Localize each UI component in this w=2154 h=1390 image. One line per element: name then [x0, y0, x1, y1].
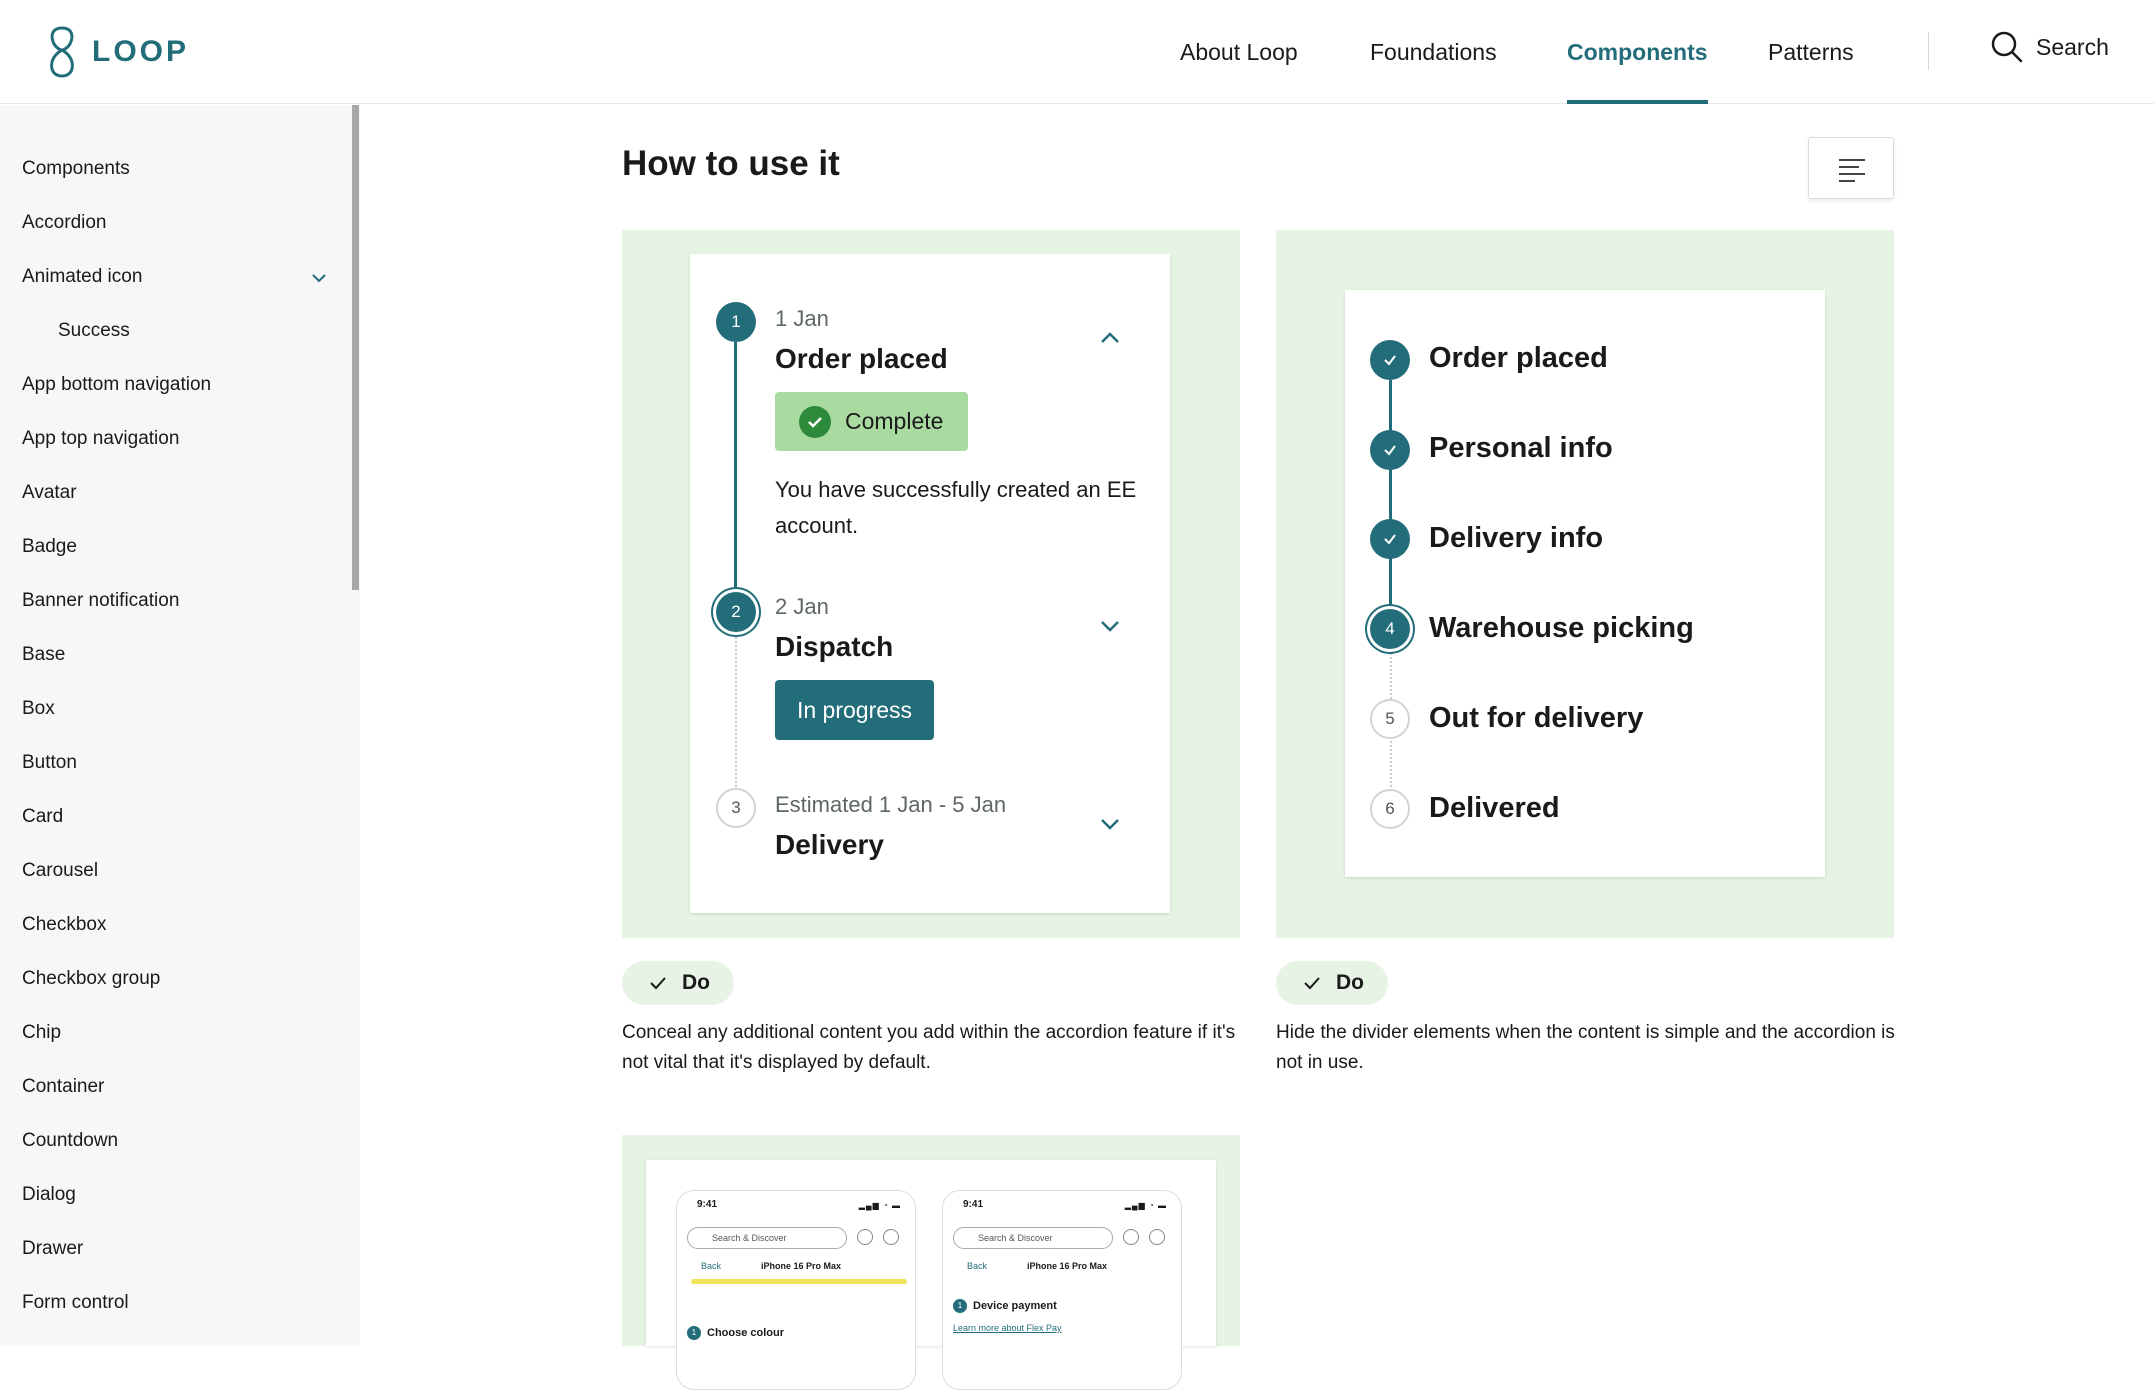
status-badge-in-progress: In progress: [775, 680, 934, 740]
step-title: Personal info: [1429, 432, 1613, 464]
sidebar-item-carousel[interactable]: Carousel: [22, 860, 99, 881]
phone-step-label: Device payment: [973, 1300, 1057, 1312]
step-number: 3: [716, 788, 756, 828]
sidebar-item-dialog[interactable]: Dialog: [22, 1184, 76, 1205]
phone-model-title: iPhone 16 Pro Max: [1027, 1261, 1108, 1271]
phone-step-label: Choose colour: [707, 1327, 785, 1339]
search-button[interactable]: [1990, 30, 2109, 64]
step-number: 5: [1370, 699, 1410, 739]
search-label: Search: [2036, 33, 2109, 60]
phone-back-link: Back: [967, 1261, 988, 1271]
menu-lines-icon: [1809, 138, 1895, 200]
check-icon: [1382, 442, 1398, 458]
sidebar-item-chip[interactable]: Chip: [22, 1022, 62, 1043]
step-title[interactable]: Dispatch: [775, 631, 894, 662]
status-badge-label: Complete: [845, 408, 944, 434]
top-header: [0, 0, 2154, 104]
page-title: How to use it: [622, 144, 840, 183]
phone-search-input: Search & Discover: [953, 1227, 1113, 1249]
check-circle-icon: [799, 406, 831, 438]
phone-step-dot: 1: [687, 1326, 701, 1340]
step-number: 1: [716, 302, 756, 342]
step-connector-dotted: [735, 630, 737, 790]
step-description: You have successfully created an EE account.: [775, 477, 1137, 538]
chevron-up-icon[interactable]: [1098, 326, 1122, 350]
sidebar-item-animated-icon[interactable]: Animated icon: [22, 266, 143, 287]
step-check: [1370, 430, 1410, 470]
globe-icon: [1123, 1229, 1139, 1245]
sidebar-item-drawer[interactable]: Drawer: [22, 1238, 84, 1259]
step-date: 2 Jan: [775, 594, 829, 619]
phone-search-input: Search & Discover: [687, 1227, 847, 1249]
phone-step-dot: 1: [953, 1299, 967, 1313]
table-of-contents-button[interactable]: [1808, 137, 1894, 199]
stepper-card: [1345, 290, 1825, 877]
sidebar-item-badge[interactable]: Badge: [22, 536, 77, 557]
step-number: 6: [1370, 789, 1410, 829]
step-check: [1370, 340, 1410, 380]
sidebar-item-checkbox-group[interactable]: Checkbox group: [22, 968, 161, 989]
step-title[interactable]: Delivery: [775, 829, 884, 860]
phone-learn-more-link: Learn more about Flex Pay: [953, 1323, 1062, 1333]
do-label: Do: [682, 971, 710, 994]
guideline-caption: Conceal any additional content you add within the accordion feature if it's not vital that it's displayed by default.: [622, 1022, 1236, 1073]
check-icon: [1382, 352, 1398, 368]
nav-divider: [1928, 32, 1929, 70]
nav-components[interactable]: Components: [1567, 0, 1708, 104]
phone-time: 9:41: [697, 1199, 718, 1210]
check-icon: [1302, 973, 1322, 993]
phone-status-icons: ▂▄▆ ◔ ▬: [1124, 1201, 1167, 1210]
sidebar-scrollbar[interactable]: [352, 105, 359, 590]
sidebar-item-checkbox[interactable]: Checkbox: [22, 914, 107, 935]
step-number: 2: [716, 592, 756, 632]
status-badge-complete: [775, 392, 968, 451]
sidebar-item-card[interactable]: Card: [22, 806, 64, 827]
loop-logo-icon: [44, 24, 80, 80]
phone-mockup: [942, 1190, 1182, 1390]
step-title: Delivered: [1429, 792, 1560, 824]
sidebar-item-banner-notification[interactable]: Banner notification: [22, 590, 180, 611]
sidebar-item-app-bottom-navigation[interactable]: App bottom navigation: [22, 374, 212, 395]
sidebar-item-avatar[interactable]: Avatar: [22, 482, 77, 503]
nav-patterns[interactable]: Patterns: [1768, 39, 1854, 65]
do-label: Do: [1336, 971, 1364, 994]
sidebar-item-box[interactable]: Box: [22, 698, 55, 719]
guideline-caption: Hide the divider elements when the content is simple and the accordion is not in use.: [1276, 1022, 1895, 1073]
globe-icon: [857, 1229, 873, 1245]
user-icon: [1149, 1229, 1165, 1245]
sidebar-item-form-control[interactable]: Form control: [22, 1292, 129, 1313]
phone-status-icons: ▂▄▆ ◔ ▬: [858, 1201, 901, 1210]
step-number: 4: [1370, 609, 1410, 649]
logo[interactable]: [44, 24, 189, 80]
do-badge: [622, 961, 734, 1005]
step-title: Delivery info: [1429, 522, 1604, 554]
chevron-down-icon[interactable]: [309, 268, 329, 288]
step-title: Warehouse picking: [1429, 612, 1694, 644]
sidebar-item-success[interactable]: Success: [58, 320, 130, 341]
step-title[interactable]: Order placed: [775, 343, 948, 374]
step-check: [1370, 519, 1410, 559]
phone-time: 9:41: [963, 1199, 984, 1210]
check-icon: [1382, 531, 1398, 547]
chevron-down-icon[interactable]: [1098, 812, 1122, 836]
step-connector: [734, 342, 737, 592]
phone-mockup: [676, 1190, 916, 1390]
sidebar-item-button[interactable]: Button: [22, 752, 77, 773]
nav-about-loop[interactable]: About Loop: [1180, 39, 1298, 65]
step-title: Order placed: [1429, 342, 1608, 374]
phone-progress-bar: [691, 1279, 907, 1284]
sidebar-item-base[interactable]: Base: [22, 644, 66, 665]
step-date: Estimated 1 Jan - 5 Jan: [775, 792, 1007, 817]
search-icon: [1990, 30, 2024, 64]
sidebar-item-components[interactable]: Components: [22, 158, 130, 179]
do-badge: [1276, 961, 1388, 1005]
step-date: 1 Jan: [775, 306, 829, 331]
sidebar-item-countdown[interactable]: Countdown: [22, 1130, 119, 1151]
phone-back-link: Back: [701, 1261, 722, 1271]
phone-model-title: iPhone 16 Pro Max: [761, 1261, 842, 1271]
user-icon: [883, 1229, 899, 1245]
sidebar-item-accordion[interactable]: Accordion: [22, 212, 107, 233]
sidebar-item-app-top-navigation[interactable]: App top navigation: [22, 428, 180, 449]
step-connector: [1389, 380, 1392, 630]
step-title: Out for delivery: [1429, 702, 1644, 734]
logo-text: LOOP: [92, 35, 190, 68]
chevron-down-icon[interactable]: [1098, 614, 1122, 638]
nav-foundations[interactable]: Foundations: [1370, 39, 1497, 65]
check-icon: [648, 973, 668, 993]
sidebar: [0, 105, 360, 1346]
sidebar-item-container[interactable]: Container: [22, 1076, 105, 1097]
